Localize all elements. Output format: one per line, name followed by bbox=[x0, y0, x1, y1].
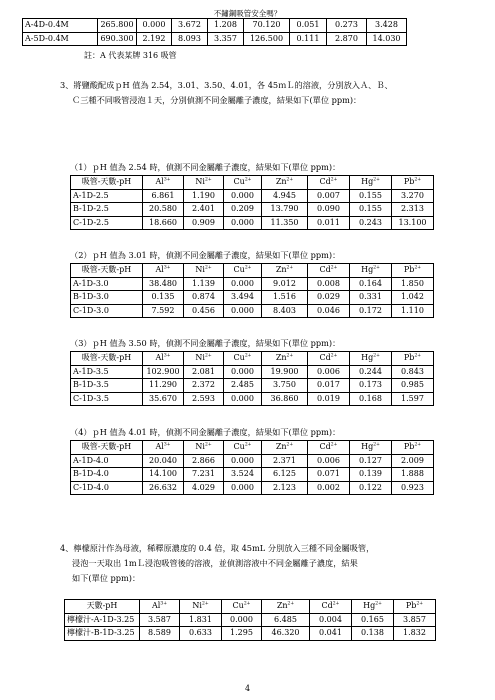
table-cell: 8.093 bbox=[172, 32, 208, 46]
table-row bbox=[71, 277, 434, 291]
table-cell: 1.597 bbox=[392, 392, 434, 406]
table-cell: 2.593 bbox=[184, 392, 224, 406]
table-cell: 0.165 bbox=[352, 613, 394, 627]
table-cell: 2.081 bbox=[184, 365, 224, 379]
ion-charge: 2+ bbox=[286, 177, 294, 183]
column-header: 天數-pH bbox=[65, 600, 140, 614]
metal-column-header bbox=[308, 264, 350, 278]
row-label: B-1D-2.5 bbox=[71, 203, 143, 217]
ion-charge: 2+ bbox=[373, 442, 380, 448]
metal-symbol: Cu bbox=[233, 265, 245, 275]
row-label: A-1D-3.5 bbox=[71, 365, 143, 379]
metal-column-header bbox=[180, 600, 222, 614]
metal-symbol: Pb bbox=[403, 442, 415, 452]
metal-symbol: Cd bbox=[319, 265, 331, 275]
metal-symbol: Zn bbox=[276, 601, 288, 611]
table-row bbox=[65, 627, 436, 641]
table-cell: 13.790 bbox=[262, 203, 308, 217]
table-cell: 6.485 bbox=[262, 613, 310, 627]
metal-column-header bbox=[394, 600, 436, 614]
table-cell: 690.300 bbox=[98, 32, 137, 46]
table-cell: 0.000 bbox=[224, 454, 262, 468]
table-cell: 8.403 bbox=[262, 304, 308, 318]
table-cell: 0.985 bbox=[392, 379, 434, 393]
metal-symbol: Al bbox=[155, 265, 164, 275]
ion-charge: 2+ bbox=[330, 265, 338, 271]
metal-symbol: Cd bbox=[319, 353, 331, 363]
ion-charge: 3+ bbox=[163, 353, 171, 359]
metal-column-header bbox=[143, 441, 184, 455]
table-row bbox=[71, 468, 434, 482]
metal-column-header bbox=[184, 176, 224, 190]
metal-column-header bbox=[308, 352, 350, 366]
table-cell: 3.750 bbox=[262, 379, 308, 393]
metal-symbol: Zn bbox=[275, 353, 287, 363]
metal-column-header bbox=[262, 176, 308, 190]
table-cell: 38.480 bbox=[143, 277, 184, 291]
table-cell: 2.866 bbox=[184, 454, 224, 468]
row-label: 檸檬汁-A-1D-3.25 bbox=[65, 613, 140, 627]
metal-column-header bbox=[262, 264, 308, 278]
table-cell: 2.313 bbox=[392, 203, 434, 217]
table-cell: 1.208 bbox=[208, 19, 244, 33]
metal-symbol: Hg bbox=[361, 353, 374, 363]
ion-charge: 2+ bbox=[286, 353, 294, 359]
table-cell: 0.243 bbox=[350, 216, 392, 230]
table-row bbox=[71, 454, 434, 468]
table-cell: 0.046 bbox=[308, 304, 350, 318]
table-cell: 1.888 bbox=[392, 468, 434, 482]
table-cell: 0.111 bbox=[290, 32, 327, 46]
table-cell: 0.007 bbox=[308, 189, 350, 203]
table-cell: 9.012 bbox=[262, 277, 308, 291]
table-cell: 0.000 bbox=[224, 481, 262, 495]
table-cell: 19.900 bbox=[262, 365, 308, 379]
table-cell: 265.800 bbox=[98, 19, 137, 33]
ion-charge: 2+ bbox=[287, 601, 295, 607]
metal-symbol: Pb bbox=[403, 265, 415, 275]
ion-charge: 2+ bbox=[244, 265, 252, 271]
table-cell: 2.485 bbox=[224, 379, 262, 393]
row-label: B-1D-3.0 bbox=[71, 291, 143, 305]
table-cell: 1.190 bbox=[184, 189, 224, 203]
ion-charge: 2+ bbox=[330, 177, 338, 183]
metal-column-header bbox=[143, 264, 184, 278]
table-cell: 46.320 bbox=[262, 627, 310, 641]
table-cell: 0.000 bbox=[224, 216, 262, 230]
lemon-juice-table bbox=[64, 599, 436, 641]
column-header: 吸管-天數-pH bbox=[71, 441, 143, 455]
metal-symbol: Cu bbox=[233, 353, 245, 363]
table-cell: 20.040 bbox=[143, 454, 184, 468]
ion-charge: 2+ bbox=[330, 442, 338, 448]
table-cell: 0.011 bbox=[308, 216, 350, 230]
table-cell: 0.633 bbox=[180, 627, 222, 641]
table-cell: 0.122 bbox=[350, 481, 392, 495]
row-label: C-1D-2.5 bbox=[71, 216, 143, 230]
row-label: C-1D-4.0 bbox=[71, 481, 143, 495]
table-cell: 11.290 bbox=[143, 379, 184, 393]
table-caption: （1）ｐH 值為 2.54 時，偵測不同金屬離子濃度，結果如下(單位 ppm)： bbox=[70, 162, 341, 172]
table-cell: 36.860 bbox=[262, 392, 308, 406]
table-cell: 1.831 bbox=[180, 613, 222, 627]
ion-charge: 2+ bbox=[244, 353, 252, 359]
table-cell: 0.168 bbox=[350, 392, 392, 406]
ion-charge: 2+ bbox=[332, 601, 340, 607]
table-row bbox=[71, 216, 434, 230]
table-cell: 126.500 bbox=[244, 32, 290, 46]
ion-charge: 3+ bbox=[160, 601, 167, 607]
ph-table-1 bbox=[70, 175, 434, 230]
table-cell: 0.000 bbox=[137, 19, 172, 33]
table-cell: 0.008 bbox=[308, 277, 350, 291]
table-cell: 1.516 bbox=[262, 291, 308, 305]
table-cell: 1.042 bbox=[392, 291, 434, 305]
table-caption: （3）ｐH 值為 3.50 時，偵測不同金屬離子濃度，結果如下(單位 ppm)： bbox=[70, 338, 341, 348]
table-cell: 0.000 bbox=[224, 277, 262, 291]
metal-symbol: Ni bbox=[195, 177, 205, 187]
metal-symbol: Hg bbox=[361, 177, 374, 187]
ion-charge: 2+ bbox=[414, 177, 422, 183]
table-row bbox=[71, 304, 434, 318]
metal-symbol: Zn bbox=[275, 265, 287, 275]
column-header: 吸管-天數-pH bbox=[71, 264, 143, 278]
table-cell: 0.874 bbox=[184, 291, 224, 305]
metal-symbol: Al bbox=[155, 177, 164, 187]
table-cell: 1.832 bbox=[394, 627, 436, 641]
table-caption: （2）ｐH 值為 3.01 時，偵測不同金屬離子濃度，結果如下(單位 ppm)： bbox=[70, 250, 341, 260]
metal-column-header bbox=[224, 264, 262, 278]
table-cell: 0.155 bbox=[350, 189, 392, 203]
table-cell: 2.371 bbox=[262, 454, 308, 468]
table-cell: 1.139 bbox=[184, 277, 224, 291]
table-cell: 1.850 bbox=[392, 277, 434, 291]
table-cell: 35.670 bbox=[143, 392, 184, 406]
table-row bbox=[71, 365, 434, 379]
section-4-text: 4、檸檬原汁作為母液，稀釋原濃度的 0.4 倍，取 45mL 分別放入三種不同金屬吸管， 浸泡一天取出 1mＬ浸泡吸管後的溶液，並偵測溶液中不同金屬離子濃度，結果 如下(單位 ppm)： bbox=[60, 543, 375, 583]
metal-symbol: Pb bbox=[403, 353, 415, 363]
row-label: A-5D-0.4M bbox=[23, 32, 98, 46]
metal-column-header bbox=[392, 352, 434, 366]
section-3-text: 3、將鹽酸配成ｐH 值為 2.54，3.01、3.50、4.01，各 45ｍＬ的溶液，分別放入Ａ、Ｂ、 Ｃ三種不同吸管浸泡１天，分別偵測不同金屬離子濃度，結果如下(單位 ppm)： bbox=[60, 80, 393, 105]
table-row bbox=[71, 392, 434, 406]
metal-symbol: Cu bbox=[232, 601, 244, 611]
table-cell: 0.923 bbox=[392, 481, 434, 495]
metal-symbol: Hg bbox=[361, 442, 374, 452]
ion-charge: 3+ bbox=[163, 177, 171, 183]
table-cell: 14.100 bbox=[143, 468, 184, 482]
table-cell: 3.270 bbox=[392, 189, 434, 203]
table-cell: 4.945 bbox=[262, 189, 308, 203]
metal-symbol: Ni bbox=[192, 601, 202, 611]
table-cell: 0.456 bbox=[184, 304, 224, 318]
metal-column-header bbox=[392, 264, 434, 278]
metal-symbol: Cd bbox=[321, 601, 333, 611]
table-cell: 3.672 bbox=[172, 19, 208, 33]
table-row bbox=[23, 32, 407, 46]
table-cell: 0.041 bbox=[310, 627, 352, 641]
row-label: C-1D-3.5 bbox=[71, 392, 143, 406]
table-cell: 0.172 bbox=[350, 304, 392, 318]
page-header: 不鏽鋼吸管安全嗎？ bbox=[213, 9, 282, 18]
metal-symbol: Hg bbox=[363, 601, 376, 611]
table-cell: 0.000 bbox=[222, 613, 262, 627]
table-cell: 2.870 bbox=[327, 32, 367, 46]
metal-column-header bbox=[143, 352, 184, 366]
table-cell: 0.209 bbox=[224, 203, 262, 217]
ion-charge: 2+ bbox=[204, 353, 212, 359]
table-note: 註：A 代表某牌 316 吸管 bbox=[84, 51, 177, 60]
table-cell: 8.589 bbox=[140, 627, 180, 641]
table-row bbox=[71, 379, 434, 393]
metal-symbol: Pb bbox=[403, 177, 415, 187]
ion-charge: 2+ bbox=[414, 442, 422, 448]
table-cell: 18.660 bbox=[143, 216, 184, 230]
ion-charge: 2+ bbox=[330, 353, 338, 359]
table-cell: 0.006 bbox=[308, 365, 350, 379]
metal-column-header bbox=[308, 176, 350, 190]
table-cell: 0.006 bbox=[308, 454, 350, 468]
table-cell: 0.164 bbox=[350, 277, 392, 291]
metal-column-header bbox=[262, 600, 310, 614]
ph-table-3 bbox=[70, 351, 434, 406]
table-cell: 0.138 bbox=[352, 627, 394, 641]
table-cell: 3.857 bbox=[394, 613, 436, 627]
table-row bbox=[71, 481, 434, 495]
table-caption: （4）ｐH 值為 4.01 時，偵測不同金屬離子濃度，結果如下(單位 ppm)： bbox=[70, 427, 341, 437]
ion-charge: 2+ bbox=[373, 353, 380, 359]
metal-column-header bbox=[224, 441, 262, 455]
top-data-table bbox=[22, 18, 407, 46]
table-cell: 0.029 bbox=[308, 291, 350, 305]
row-label: A-4D-0.4M bbox=[23, 19, 98, 33]
metal-symbol: Al bbox=[155, 442, 164, 452]
table-cell: 1.110 bbox=[392, 304, 434, 318]
table-cell: 0.004 bbox=[310, 613, 352, 627]
table-cell: 0.843 bbox=[392, 365, 434, 379]
table-cell: 0.017 bbox=[308, 379, 350, 393]
ion-charge: 2+ bbox=[204, 265, 212, 271]
metal-column-header bbox=[224, 352, 262, 366]
metal-symbol: Hg bbox=[361, 265, 374, 275]
metal-symbol: Pb bbox=[405, 601, 417, 611]
metal-column-header bbox=[222, 600, 262, 614]
metal-column-header bbox=[350, 264, 392, 278]
metal-column-header bbox=[392, 176, 434, 190]
table-cell: 0.127 bbox=[350, 454, 392, 468]
ion-charge: 2+ bbox=[373, 265, 380, 271]
table-cell: 2.009 bbox=[392, 454, 434, 468]
ion-charge: 2+ bbox=[286, 442, 294, 448]
table-row bbox=[71, 189, 434, 203]
ion-charge: 2+ bbox=[286, 265, 294, 271]
table-cell: 6.861 bbox=[143, 189, 184, 203]
metal-symbol: Cd bbox=[319, 177, 331, 187]
metal-column-header bbox=[262, 352, 308, 366]
row-label: B-1D-3.5 bbox=[71, 379, 143, 393]
metal-symbol: Cd bbox=[319, 442, 331, 452]
table-cell: 14.030 bbox=[367, 32, 407, 46]
table-cell: 0.173 bbox=[350, 379, 392, 393]
metal-column-header bbox=[184, 264, 224, 278]
ion-charge: 2+ bbox=[244, 442, 252, 448]
table-cell: 1.295 bbox=[222, 627, 262, 641]
table-cell: 26.632 bbox=[143, 481, 184, 495]
table-cell: 0.071 bbox=[308, 468, 350, 482]
table-cell: 2.123 bbox=[262, 481, 308, 495]
table-cell: 3.357 bbox=[208, 32, 244, 46]
metal-symbol: Zn bbox=[275, 442, 287, 452]
table-cell: 3.494 bbox=[224, 291, 262, 305]
ph-table-4 bbox=[70, 440, 434, 495]
table-cell: 0.090 bbox=[308, 203, 350, 217]
table-cell: 0.051 bbox=[290, 19, 327, 33]
ion-charge: 2+ bbox=[373, 177, 380, 183]
table-cell: 0.000 bbox=[224, 392, 262, 406]
page-number: 4 bbox=[244, 684, 251, 693]
table-cell: 11.350 bbox=[262, 216, 308, 230]
metal-column-header bbox=[262, 441, 308, 455]
metal-column-header bbox=[308, 441, 350, 455]
table-cell: 0.002 bbox=[308, 481, 350, 495]
table-cell: 3.587 bbox=[140, 613, 180, 627]
table-cell: 0.019 bbox=[308, 392, 350, 406]
row-label: B-1D-4.0 bbox=[71, 468, 143, 482]
metal-symbol: Cu bbox=[233, 442, 245, 452]
ion-charge: 2+ bbox=[375, 601, 382, 607]
metal-symbol: Ni bbox=[195, 265, 205, 275]
table-cell: 6.125 bbox=[262, 468, 308, 482]
row-label: C-1D-3.0 bbox=[71, 304, 143, 318]
table-cell: 2.192 bbox=[137, 32, 172, 46]
table-cell: 0.000 bbox=[224, 304, 262, 318]
metal-column-header bbox=[392, 441, 434, 455]
table-cell: 0.909 bbox=[184, 216, 224, 230]
ph-table-2 bbox=[70, 263, 434, 318]
metal-column-header bbox=[143, 176, 184, 190]
table-cell: 70.120 bbox=[244, 19, 290, 33]
table-cell: 0.244 bbox=[350, 365, 392, 379]
row-label: A-1D-2.5 bbox=[71, 189, 143, 203]
metal-column-header bbox=[352, 600, 394, 614]
metal-symbol: Ni bbox=[195, 353, 205, 363]
row-label: A-1D-4.0 bbox=[71, 454, 143, 468]
ion-charge: 3+ bbox=[163, 265, 171, 271]
table-row bbox=[71, 203, 434, 217]
column-header: 吸管-天數-pH bbox=[71, 176, 143, 190]
table-cell: 0.331 bbox=[350, 291, 392, 305]
ion-charge: 2+ bbox=[414, 265, 422, 271]
table-cell: 2.372 bbox=[184, 379, 224, 393]
row-label: 檸檬汁-B-1D-3.25 bbox=[65, 627, 140, 641]
metal-column-header bbox=[350, 352, 392, 366]
ion-charge: 2+ bbox=[244, 177, 252, 183]
table-cell: 0.155 bbox=[350, 203, 392, 217]
table-cell: 0.000 bbox=[224, 189, 262, 203]
header-row bbox=[71, 264, 434, 278]
metal-symbol: Zn bbox=[275, 177, 287, 187]
table-cell: 20.580 bbox=[143, 203, 184, 217]
table-cell: 0.135 bbox=[143, 291, 184, 305]
ion-charge: 2+ bbox=[416, 601, 424, 607]
metal-column-header bbox=[224, 176, 262, 190]
table-cell: 7.231 bbox=[184, 468, 224, 482]
header-row bbox=[71, 176, 434, 190]
metal-column-header bbox=[350, 441, 392, 455]
ion-charge: 3+ bbox=[163, 442, 171, 448]
metal-column-header bbox=[140, 600, 180, 614]
table-row bbox=[65, 613, 436, 627]
table-cell: 0.139 bbox=[350, 468, 392, 482]
metal-column-header bbox=[184, 352, 224, 366]
table-row bbox=[71, 291, 434, 305]
row-label: A-1D-3.0 bbox=[71, 277, 143, 291]
header-row bbox=[71, 352, 434, 366]
metal-column-header bbox=[184, 441, 224, 455]
metal-symbol: Cu bbox=[233, 177, 245, 187]
table-cell: 4.029 bbox=[184, 481, 224, 495]
table-cell: 3.524 bbox=[224, 468, 262, 482]
table-cell: 13.100 bbox=[392, 216, 434, 230]
ion-charge: 2+ bbox=[204, 442, 212, 448]
metal-column-header bbox=[310, 600, 352, 614]
header-row bbox=[71, 441, 434, 455]
metal-symbol: Al bbox=[152, 601, 161, 611]
table-cell: 7.592 bbox=[143, 304, 184, 318]
table-row bbox=[23, 19, 407, 33]
metal-symbol: Ni bbox=[195, 442, 205, 452]
ion-charge: 2+ bbox=[201, 601, 209, 607]
ion-charge: 2+ bbox=[414, 353, 422, 359]
table-cell: 0.000 bbox=[224, 365, 262, 379]
ion-charge: 2+ bbox=[204, 177, 212, 183]
metal-symbol: Al bbox=[155, 353, 164, 363]
table-cell: 3.428 bbox=[367, 19, 407, 33]
table-cell: 0.273 bbox=[327, 19, 367, 33]
table-cell: 2.401 bbox=[184, 203, 224, 217]
ion-charge: 2+ bbox=[243, 601, 251, 607]
metal-column-header bbox=[350, 176, 392, 190]
column-header: 吸管-天數-pH bbox=[71, 352, 143, 366]
table-cell: 102.900 bbox=[143, 365, 184, 379]
